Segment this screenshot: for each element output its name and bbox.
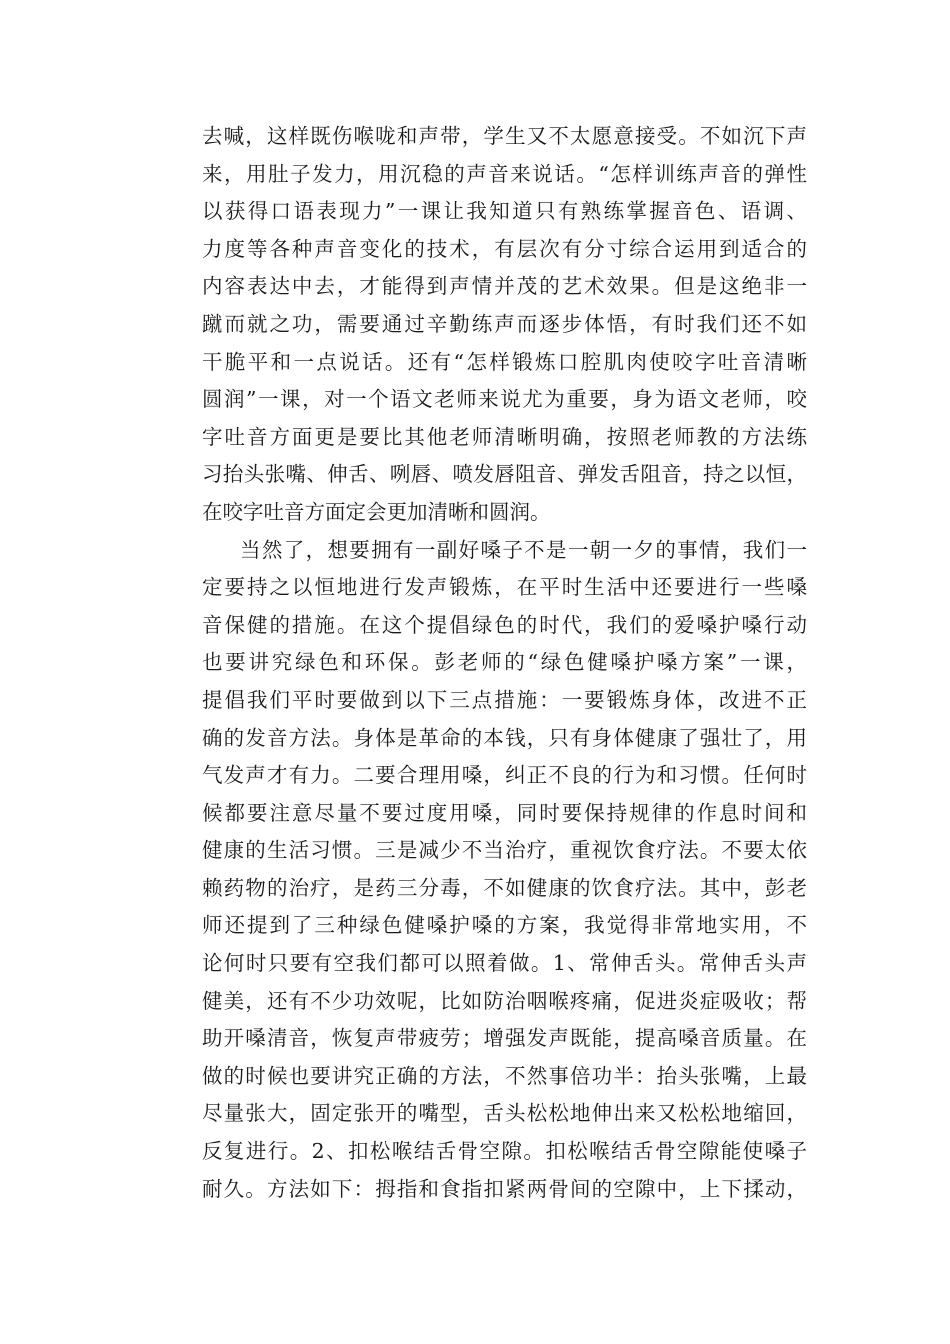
text-line: 做的时候也要讲究正确的方法，不然事倍功半：抬头张嘴，上最 [202, 1063, 807, 1088]
text-line: 字吐音方面更是要比其他老师清晰明确，按照老师教的方法练 [202, 424, 807, 449]
text-line: 去喊，这样既伤喉咙和声带，学生又不太愿意接受。不如沉下声 [202, 124, 807, 148]
text-line: 圆润”一课，对一个语文老师来说尤为重要，身为语文老师，咬 [202, 387, 807, 412]
body-text [202, 118, 807, 1208]
text-line: 论何时只要有空我们都可以照着做。1、常伸舌头。常伸舌头声 [202, 951, 807, 976]
text-line: 内容表达中去，才能得到声情并茂的艺术效果。但是这绝非一 [202, 274, 807, 299]
text-line: 助开嗓清音，恢复声带疲劳；增强发声既能，提高嗓音质量。在 [202, 1026, 807, 1051]
text-line: 定要持之以恒地进行发声锻炼，在平时生活中还要进行一些嗓 [202, 575, 807, 600]
text-line: 也要讲究绿色和环保。彭老师的“绿色健嗓护嗓方案”一课， [202, 650, 807, 675]
text-line: 干脆平和一点说话。还有“怎样锻炼口腔肌肉使咬字吐音清晰 [202, 349, 807, 374]
text-line: 提倡我们平时要做到以下三点措施：一要锻炼身体，改进不正 [202, 687, 807, 712]
paragraph-1 [202, 118, 807, 532]
text-line: 当然了，想要拥有一副好嗓子不是一朝一夕的事情，我们一 [240, 537, 807, 562]
text-line: 健康的生活习惯。三是减少不当治疗，重视饮食疗法。不要太依 [202, 838, 807, 863]
text-line: 确的发音方法。身体是革命的本钱，只有身体健康了强壮了，用 [202, 725, 807, 750]
text-line: 耐久。方法如下：拇指和食指扣紧两骨间的空隙中，上下揉动， [202, 1176, 807, 1201]
text-line: 蹴而就之功，需要通过辛勤练声而逐步体悟，有时我们还不如 [202, 311, 807, 336]
text-line: 尽量张大，固定张开的嘴型，舌头松松地伸出来又松松地缩回， [202, 1101, 807, 1126]
text-line: 健美，还有不少功效呢，比如防治咽喉疼痛，促进炎症吸收；帮 [202, 988, 807, 1013]
text-line: 师还提到了三种绿色健嗓护嗓的方案，我觉得非常地实用，不 [202, 913, 807, 938]
text-line: 赖药物的治疗，是药三分毒，不如健康的饮食疗法。其中，彭老 [202, 875, 807, 900]
text-line: 来，用肚子发力，用沉稳的声音来说话。“怎样训练声音的弹性 [202, 161, 807, 186]
text-line: 气发声才有力。二要合理用嗓，纠正不良的行为和习惯。任何时 [202, 763, 807, 788]
text-line: 以获得口语表现力”一课让我知道只有熟练掌握音色、语调、 [202, 199, 807, 224]
text-line: 音保健的措施。在这个提倡绿色的时代，我们的爱嗓护嗓行动 [202, 612, 807, 637]
text-line: 力度等各种声音变化的技术，有层次有分寸综合运用到适合的 [202, 236, 807, 261]
text-line: 候都要注意尽量不要过度用嗓，同时要保持规律的作息时间和 [202, 800, 807, 825]
text-line: 习抬头张嘴、伸舌、咧唇、喷发唇阻音、弹发舌阻音，持之以恒， [202, 462, 807, 487]
text-line: 反复进行。2、扣松喉结舌骨空隙。扣松喉结舌骨空隙能使嗓子 [202, 1139, 807, 1164]
text-line: 在咬字吐音方面定会更加清晰和圆润。 [202, 499, 551, 524]
paragraph-2 [202, 532, 807, 1209]
